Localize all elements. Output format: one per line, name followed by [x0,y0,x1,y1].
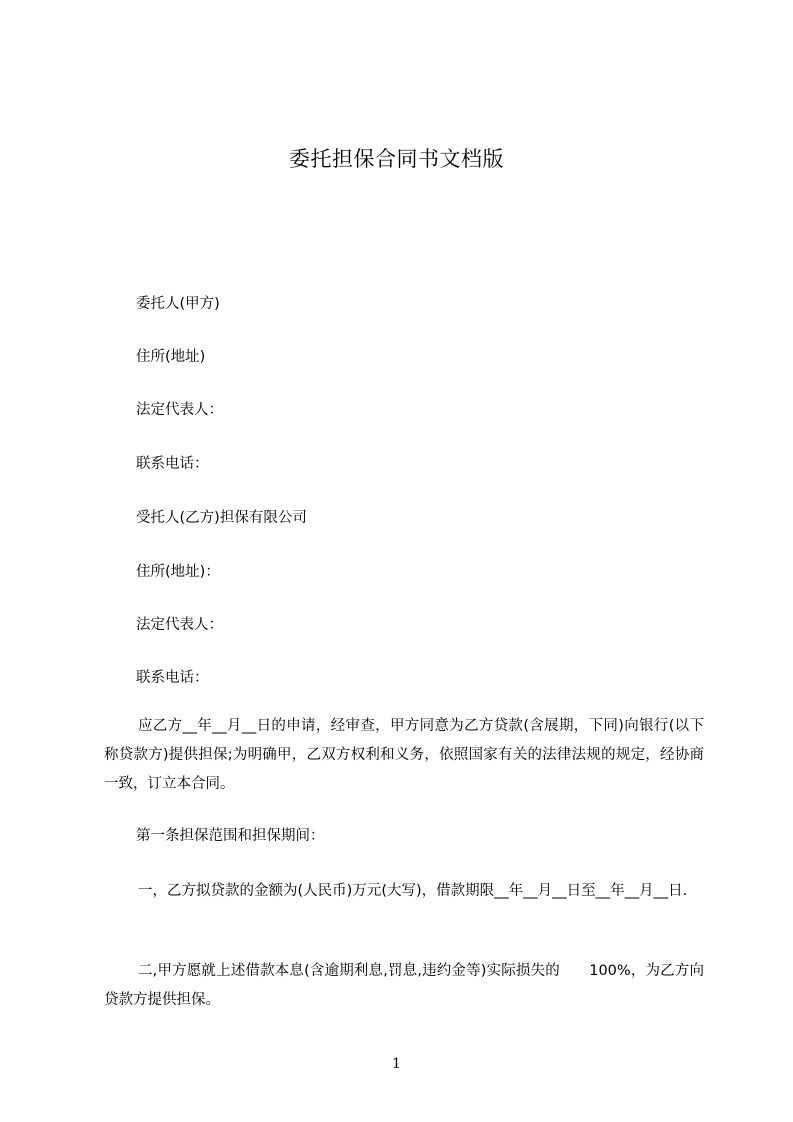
client-address-line: 住所(地址) [136,349,206,365]
clause-1-paragraph: 一，乙方拟贷款的金额为(人民币)万元(大写)，借款期限__年__月__日至__年__月__日. [138,883,688,899]
clause-2-paragraph: 二,甲方愿就上述借款本息(含逾期利息,罚息,违约金等)实际损失的 100%，为乙方向贷款方提供担保。 [104,963,704,1008]
trustee-phone-line: 联系电话： [136,670,209,686]
trustee-address-line: 住所(地址)： [136,564,220,580]
client-party-line: 委托人(甲方) [136,296,220,312]
page-number: 1 [392,1056,401,1072]
preamble-paragraph: 应乙方__年__月__日的申请，经审查，甲方同意为乙方贷款(含展期，下同)向银行(以下称贷款方)提供担保;为明确甲，乙双方权利和义务，依照国家有关的法律法规的规定，经协商一致，订立本合同。 [104,718,704,792]
trustee-party-line: 受托人(乙方)担保有限公司 [136,510,307,526]
client-phone-line: 联系电话： [136,456,209,472]
document-title: 委托担保合同书文档版 [289,147,504,171]
client-legal-rep-line: 法定代表人： [136,402,223,418]
article-1-heading: 第一条担保范围和担保期间： [136,828,325,844]
trustee-legal-rep-line: 法定代表人： [136,617,223,633]
